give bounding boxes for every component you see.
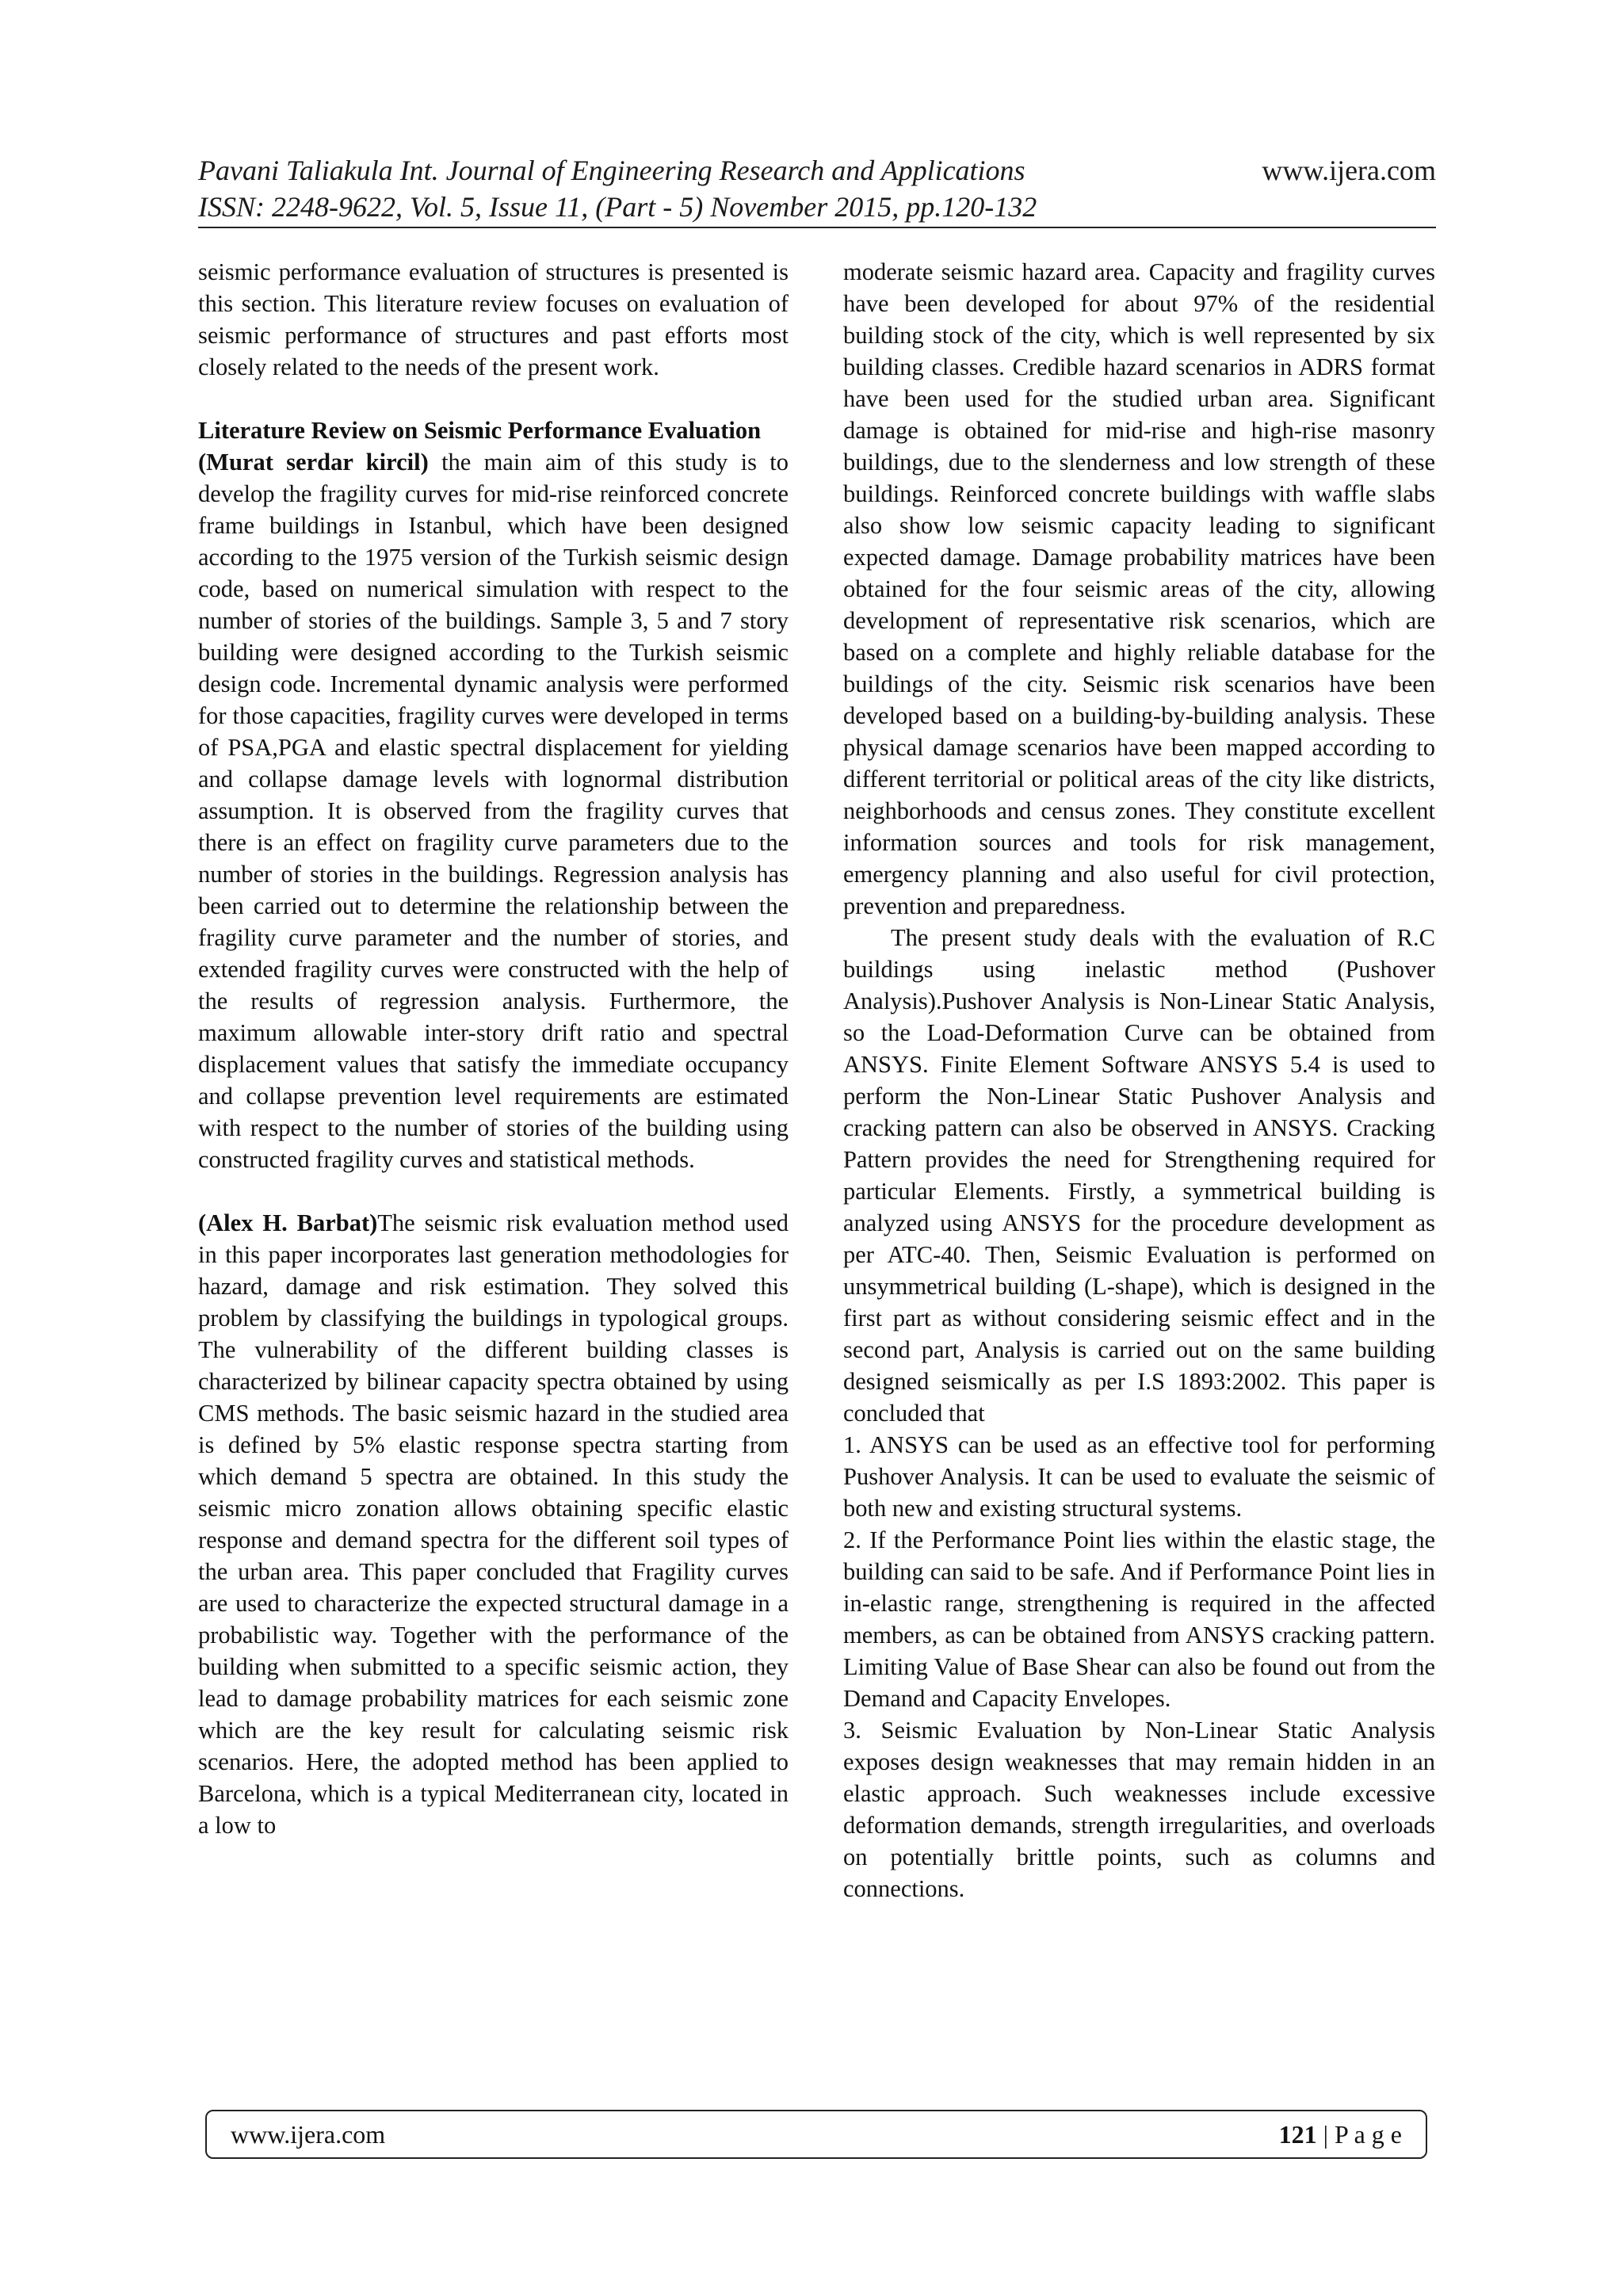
page-footer [205, 2110, 1427, 2159]
author-citation: (Murat serdar kircil) [198, 449, 429, 476]
journal-citation: Pavani Taliakula Int. Journal of Engineering Research and Applications [198, 155, 1025, 186]
page-label: P a g e [1334, 2119, 1402, 2149]
conclusion-item-2: 2. If the Performance Point lies within the elastic stage, the building can said to be safe. And if Performance Point lies in in-elastic range, strengthening is required in the affected members, as can be obtained from ANSYS cracking pattern. Limiting Value of Base Shear can also be found out from the Demand and Capacity Envelopes. [843, 1526, 1435, 1712]
continued-paragraph: moderate seismic hazard area. Capacity and fragility curves have been developed for about 97% of the residential building stock of the city, which is well represented by six building classes. Credible hazard scenarios in ADRS format have been used for the studied urban area. Significant damage is obtained for mid-rise and high-rise masonry buildings, due to the slenderness and low strength of these buildings. Reinforced concrete buildings with waffle slabs also show low seismic capacity leading to significant expected damage. Damage probability matrices have been obtained for the four seismic areas of the city, allowing development of representative risk scenarios, which are based on a complete and highly reliable database for the buildings of the city. Seismic risk scenarios have been developed based on a building-by-building analysis. These physical damage scenarios have been mapped according to different territorial or political areas of the city like districts, neighborhoods and census zones. They constitute excellent information sources and tools for risk management, emergency planning and also useful for civil protection, prevention and preparedness. [843, 258, 1435, 919]
footer-url[interactable]: www.ijera.com [231, 2119, 386, 2149]
journal-url[interactable]: www.ijera.com [1262, 155, 1436, 186]
section-heading: Literature Review on Seismic Performance Evaluation [198, 417, 762, 444]
conclusion-item-3: 3. Seismic Evaluation by Non-Linear Static Analysis exposes design weaknesses that may remain hidden in an elastic approach. Such weaknesses include excessive deformation demands, strength irregularities, and overloads on potentially brittle points, such as columns and connections. [843, 1717, 1435, 1902]
header-divider [198, 227, 1436, 228]
conclusion-item-1: 1. ANSYS can be used as an effective tool for performing Pushover Analysis. It can be used to evaluate the seismic of both new and existing structural systems. [843, 1431, 1435, 1522]
page-indicator [1279, 2120, 1402, 2149]
review-paragraph-barbat [198, 1207, 789, 1841]
running-header [198, 152, 1436, 225]
left-column [198, 256, 789, 1841]
intro-paragraph: seismic performance evaluation of structures is presented is this section. This literature review focuses on evaluation of seismic performance of structures and past efforts most closely related to the needs of the present work. [198, 258, 789, 380]
review-paragraph-kircil [198, 446, 789, 1175]
paragraph-body: the main aim of this study is to develop the fragility curves for mid-rise reinforced concrete frame buildings in Istanbul, which have been designed according to the 1975 version of the Turkish seismic design code, based on numerical simulation with respect to the number of stories of the buildings. Sample 3, 5 and 7 story building were designed according to the Turkish seismic design code. Incremental dynamic analysis were performed for those capacities, fragility curves were developed in terms of PSA,PGA and elastic spectral displacement for yielding and collapse damage levels with lognormal distribution assumption. It is observed from the fragility curves that there is an effect on fragility curve parameters due to the number of stories in the buildings. Regression analysis has been carried out to determine the relationship between the fragility curve parameter and the number of stories, and extended fragility curves were constructed with the help of the results of regression analysis. Furthermore, the maximum allowable inter-story drift ratio and spectral displacement values that satisfy the immediate occupancy and collapse prevention level requirements are estimated with respect to the number of stories of the building using constructed fragility curves and statistical methods. [198, 449, 789, 1173]
paragraph-body: The seismic risk evaluation method used in this paper incorporates last generation methodologies for hazard, damage and risk estimation. They solved this problem by classifying the buildings in typological groups. The vulnerability of the different building classes is characterized by bilinear capacity spectra obtained by using CMS methods. The basic seismic hazard in the studied area is defined by 5% elastic response spectra starting from which demand 5 spectra are obtained. In this study the seismic micro zonation allows obtaining specific elastic response and demand spectra for the different soil types of the urban area. This paper concluded that Fragility curves are used to characterize the expected structural damage in a probabilistic way. Together with the performance of the building when submitted to a specific seismic action, they lead to damage probability matrices for each seismic zone which are the key result for calculating seismic risk scenarios. Here, the adopted method has been applied to Barcelona, which is a typical Mediterranean city, located in a low to [198, 1209, 789, 1839]
page-separator: | [1323, 2119, 1328, 2149]
author-citation: (Alex H. Barbat) [198, 1209, 378, 1236]
page-number: 121 [1278, 2119, 1317, 2149]
present-study-paragraph: The present study deals with the evaluation of R.C buildings using inelastic method (Pushover Analysis).Pushover Analysis is Non-Linear Static Analysis, so the Load-Deformation Curve can be obtained from ANSYS. Finite Element Software ANSYS 5.4 is used to perform the Non-Linear Static Pushover Analysis and cracking pattern can also be observed in ANSYS. Cracking Pattern provides the need for Strengthening required for particular Elements. Firstly, a symmetrical building is analyzed using ANSYS for the procedure development as per ATC-40. Then, Seismic Evaluation is performed on unsymmetrical building (L-shape), which is designed in the first part as without considering seismic effect and in the second part, Analysis is carried out on the same building designed seismically as per I.S 1893:2002. This paper is concluded that [843, 924, 1435, 1427]
issn-line: ISSN: 2248-9622, Vol. 5, Issue 11, (Part - 5) November 2015, pp.120-132 [198, 191, 1037, 223]
right-column [843, 256, 1435, 1904]
